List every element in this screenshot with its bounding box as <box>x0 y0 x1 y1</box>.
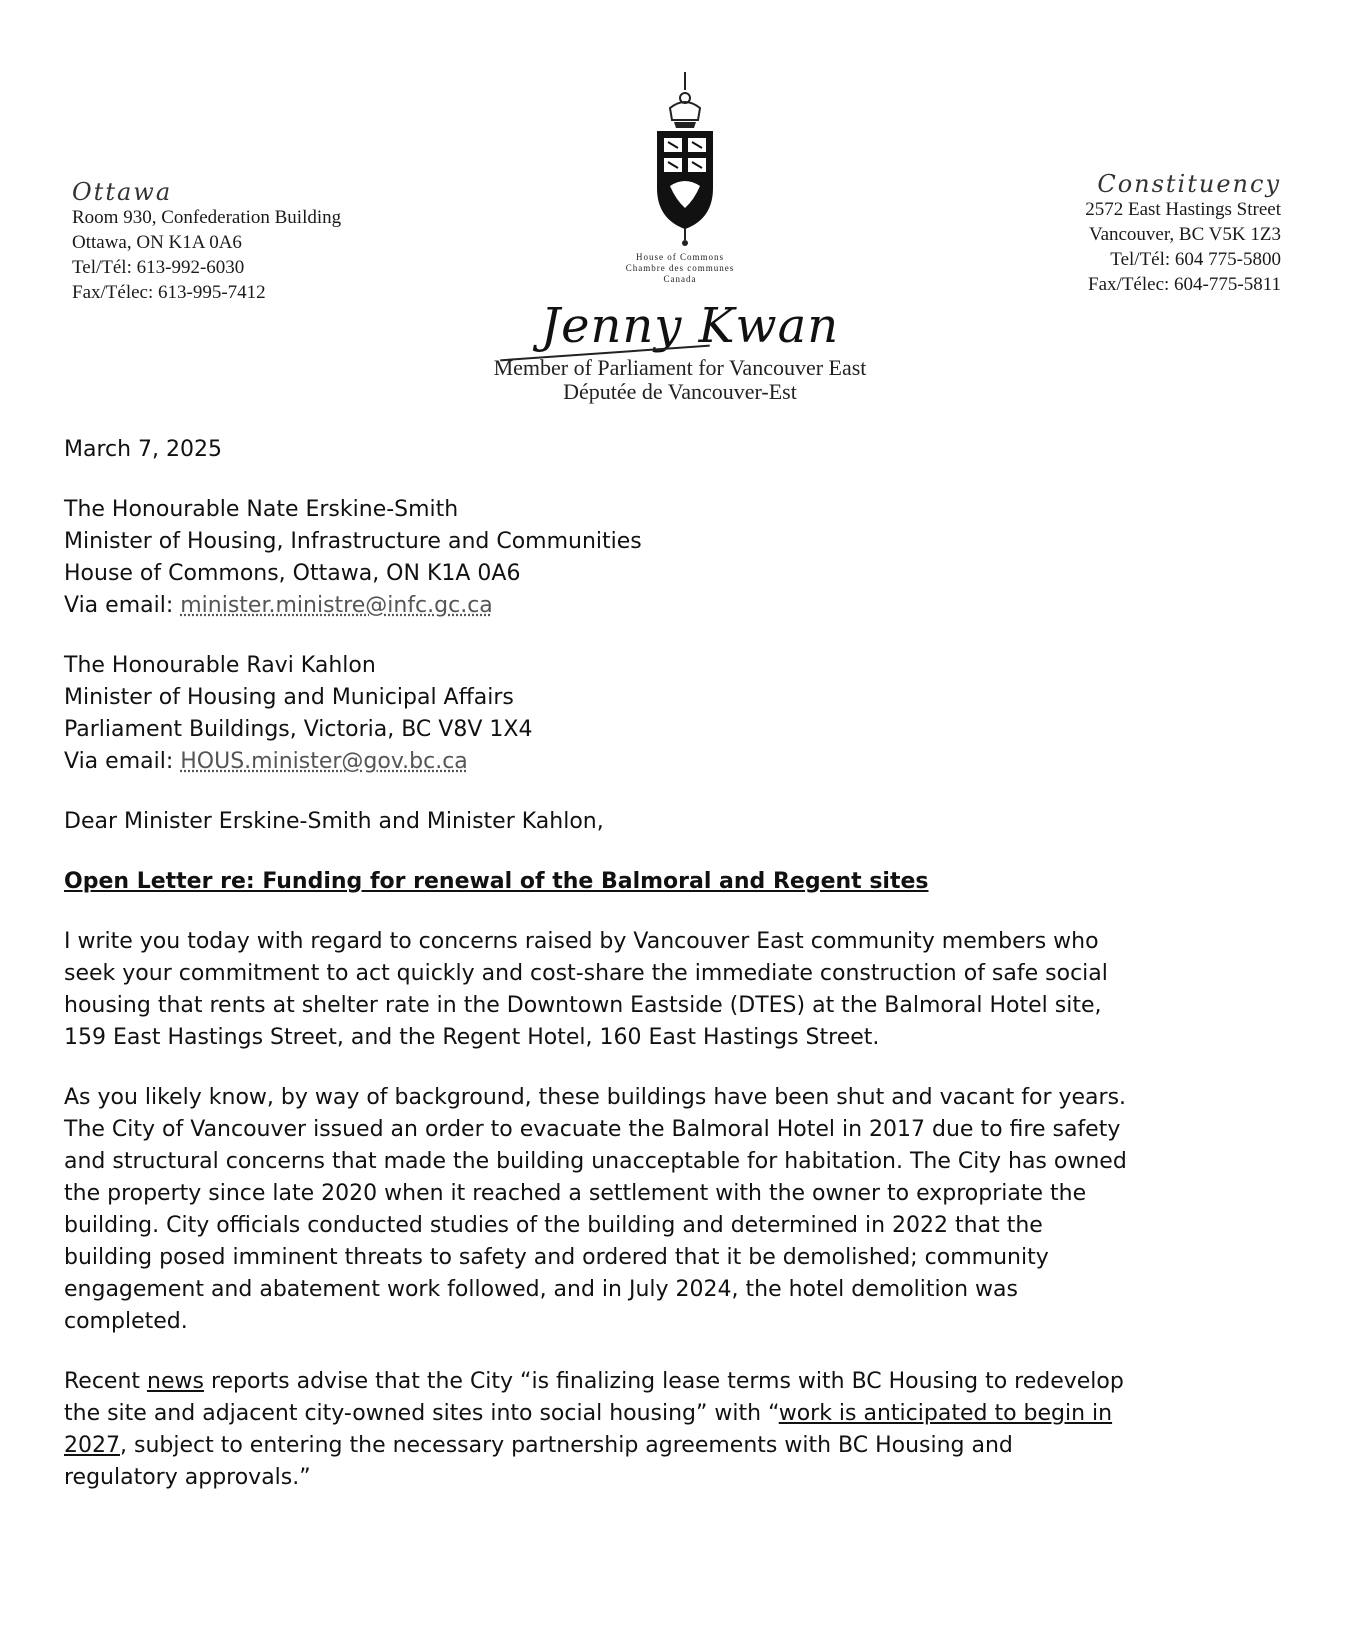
recipient-name: The Honourable Nate Erskine-Smith <box>64 497 459 522</box>
recipient-email-link[interactable]: HOUS.minister@gov.bc.ca <box>180 749 468 774</box>
ottawa-address-line: Ottawa, ON K1A 0A6 <box>72 232 242 253</box>
paragraph-line: I write you today with regard to concerns raised by Vancouver East community members who <box>64 929 1099 954</box>
recipient-name: The Honourable Ravi Kahlon <box>64 653 376 678</box>
ottawa-phone: Tel/Tél: 613-992-6030 <box>72 257 245 278</box>
paragraph-line <box>64 1430 1294 1462</box>
paragraph-1 <box>64 926 1294 1054</box>
house-of-commons-label <box>540 252 820 285</box>
ottawa-fax: Fax/Télec: 613-995-7412 <box>72 282 266 303</box>
paragraph-line <box>64 1366 1294 1398</box>
paragraph-line: seek your commitment to act quickly and cost-share the immediate construction of safe social <box>64 961 1108 986</box>
ottawa-address-line: Room 930, Confederation Building <box>72 207 342 228</box>
house-line: Canada <box>663 274 697 284</box>
paragraph-line: regulatory approvals.” <box>64 1465 311 1490</box>
paragraph-line <box>64 1398 1294 1430</box>
paragraph-line: and structural concerns that made the building unacceptable for habitation. The City has owned <box>64 1149 1127 1174</box>
email-label: Via email: <box>64 593 181 618</box>
recipient-block-2 <box>64 650 1294 778</box>
news-link[interactable]: news <box>147 1369 204 1394</box>
subject-line: Open Letter re: Funding for renewal of the Balmoral and Regent sites <box>64 869 929 894</box>
recipient-email-row <box>64 590 1294 622</box>
constituency-heading: Constituency <box>1097 170 1281 198</box>
paragraph-line: the property since late 2020 when it reached a settlement with the owner to expropriate the <box>64 1181 1087 1206</box>
house-line: House of Commons <box>636 252 724 262</box>
paragraph-line: completed. <box>64 1309 188 1334</box>
mp-title-fr: Députée de Vancouver-Est <box>563 379 797 404</box>
constituency-fax: Fax/Télec: 604-775-5811 <box>1088 274 1281 295</box>
quote-link[interactable]: work is anticipated to begin in <box>778 1401 1113 1426</box>
signature-name: Jenny Kwan <box>540 298 840 354</box>
mp-title-en: Member of Parliament for Vancouver East <box>493 355 867 380</box>
paragraph-line: housing that rents at shelter rate in the Downtown Eastside (DTES) at the Balmoral Hotel site, <box>64 993 1102 1018</box>
paragraph-line: building. City officials conducted studies of the building and determined in 2022 that the <box>64 1213 1043 1238</box>
paragraph-line: 159 East Hastings Street, and the Regent Hotel, 160 East Hastings Street. <box>64 1025 880 1050</box>
text-run: Recent <box>64 1369 148 1394</box>
constituency-address-line: 2572 East Hastings Street <box>1085 199 1281 220</box>
text-run: , subject to entering the necessary partnership agreements with BC Housing and <box>120 1433 1013 1458</box>
recipient-email-row <box>64 746 1294 778</box>
recipient-block-1 <box>64 494 1294 622</box>
constituency-address-line: Vancouver, BC V5K 1Z3 <box>1088 224 1281 245</box>
recipient-title: Minister of Housing and Municipal Affairs <box>64 685 514 710</box>
letterhead <box>0 0 1361 430</box>
letter-date: March 7, 2025 <box>64 437 223 462</box>
house-line: Chambre des communes <box>625 263 735 273</box>
constituency-office-address <box>1085 172 1281 297</box>
recipient-address: Parliament Buildings, Victoria, BC V8V 1X4 <box>64 717 533 742</box>
constituency-phone: Tel/Tél: 604 775-5800 <box>1110 249 1281 270</box>
email-label: Via email: <box>64 749 181 774</box>
letter-body <box>64 434 1294 1494</box>
paragraph-line: As you likely know, by way of background, these buildings have been shut and vacant for years. <box>64 1085 1127 1110</box>
recipient-title: Minister of Housing, Infrastructure and Communities <box>64 529 642 554</box>
recipient-email-link[interactable]: minister.ministre@infc.gc.ca <box>180 593 493 618</box>
recipient-address: House of Commons, Ottawa, ON K1A 0A6 <box>64 561 521 586</box>
quote-link-year[interactable]: 2027 <box>64 1433 120 1458</box>
house-of-commons-crest-icon <box>640 68 730 248</box>
paragraph-line: building posed imminent threats to safety and ordered that it be demolished; community <box>64 1245 1049 1270</box>
paragraph-3 <box>64 1366 1294 1494</box>
ottawa-office-address <box>72 180 341 305</box>
paragraph-line: The City of Vancouver issued an order to evacuate the Balmoral Hotel in 2017 due to fire safety <box>64 1117 1121 1142</box>
paragraph-2 <box>64 1082 1294 1338</box>
paragraph-line: engagement and abatement work followed, and in July 2024, the hotel demolition was <box>64 1277 1018 1302</box>
ottawa-heading: Ottawa <box>72 178 173 206</box>
mp-title <box>400 356 960 404</box>
salutation: Dear Minister Erskine-Smith and Minister Kahlon, <box>64 809 604 834</box>
text-run: reports advise that the City “is finalizing lease terms with BC Housing to redevelop <box>203 1369 1124 1394</box>
text-run: the site and adjacent city-owned sites into social housing” with “ <box>64 1401 779 1426</box>
